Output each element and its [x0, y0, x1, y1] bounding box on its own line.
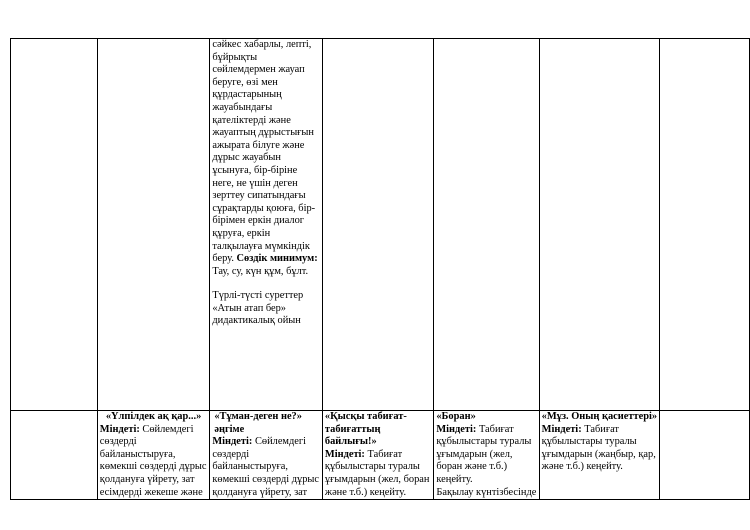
- table-cell: [322, 39, 433, 411]
- lesson-title: «Тұман-деген не?» әңгіме: [214, 411, 302, 435]
- task-label: Міндеті:: [324, 448, 365, 460]
- task-text: Табиғат құбылыстары туралы ұғымдарын (жел, боран және т.б.) кеңейту.: [324, 448, 430, 498]
- task-label: Міндеті:: [436, 423, 477, 435]
- table-cell: [434, 39, 539, 411]
- table-cell-lesson: [210, 411, 323, 500]
- vocabulary-text: Тау, су, күн құм, бұлт.: [212, 265, 309, 277]
- lesson-plan-table: [10, 38, 750, 500]
- observation-text: Бақылау күнтізбесінде: [436, 486, 537, 498]
- table-cell-lesson: [97, 411, 210, 500]
- task-text: Табиғат құбылыстары туралы ұғымдарын (жел, боран және т.б.) кеңейту.: [436, 423, 532, 485]
- table-cell-lesson: [434, 411, 539, 500]
- table-cell: [660, 411, 750, 500]
- table-cell-activity-description: [210, 39, 323, 411]
- task-label: Міндеті:: [541, 423, 582, 435]
- materials-text: Түрлі-түсті суреттер: [212, 290, 304, 302]
- table-cell: [539, 39, 659, 411]
- lesson-title: «Қысқы табиғат-табиғаттың байлығы!»: [324, 411, 407, 448]
- lesson-title: «Үлпілдек ақ қар...»: [105, 411, 202, 422]
- lesson-title: «Мұз. Оның қасиеттері»: [541, 411, 658, 422]
- table-cell-lesson: [322, 411, 433, 500]
- table-cell: [11, 411, 98, 500]
- game-title: «Атын атап бер»: [212, 302, 287, 314]
- table-row: [11, 411, 750, 500]
- game-type-text: дидактикалық ойын: [212, 315, 301, 327]
- table-row: [11, 39, 750, 411]
- task-text: Сөйлемдегі сөздерді байланыстыруға, көмекші сөздерді дұрыс қолдануға үйрету, зат есімдерді жекеше және: [99, 423, 207, 498]
- task-label: Міндеті:: [212, 436, 253, 448]
- lesson-title: «Боран»: [436, 411, 476, 422]
- activity-description-text: [212, 39, 320, 278]
- activity-goals-text: сәйкес хабарлы, лепті, бұйрықты сөйлемдермен жауап беруге, өзі мен құрдастарының жауабындағы қателіктерді және жауаптың дұрыстығын ажырата білуге және дұрыс жауабын ұсынуға, бір-біріне неге, не үшін деген зерттеу сипатындағы сұрақтарды қоюға, бір-бірімен еркін диалог құруға, еркін талқылауға мүмкіндік беру.: [212, 39, 316, 265]
- task-text: Сөйлемдегі сөздерді байланыстыруға, көмекші сөздерді дұрыс қолдануға үйрету, зат: [212, 436, 320, 498]
- task-text: Табиғат құбылыстары туралы ұғымдарын (жаңбыр, қар, және т.б.) кеңейту.: [541, 423, 656, 473]
- table-cell-lesson: [539, 411, 659, 500]
- vocabulary-label: Сөздік минимум:: [236, 253, 318, 265]
- table-cell: [660, 39, 750, 411]
- table-cell: [97, 39, 210, 411]
- table-cell: [11, 39, 98, 411]
- task-label: Міндеті:: [99, 423, 140, 435]
